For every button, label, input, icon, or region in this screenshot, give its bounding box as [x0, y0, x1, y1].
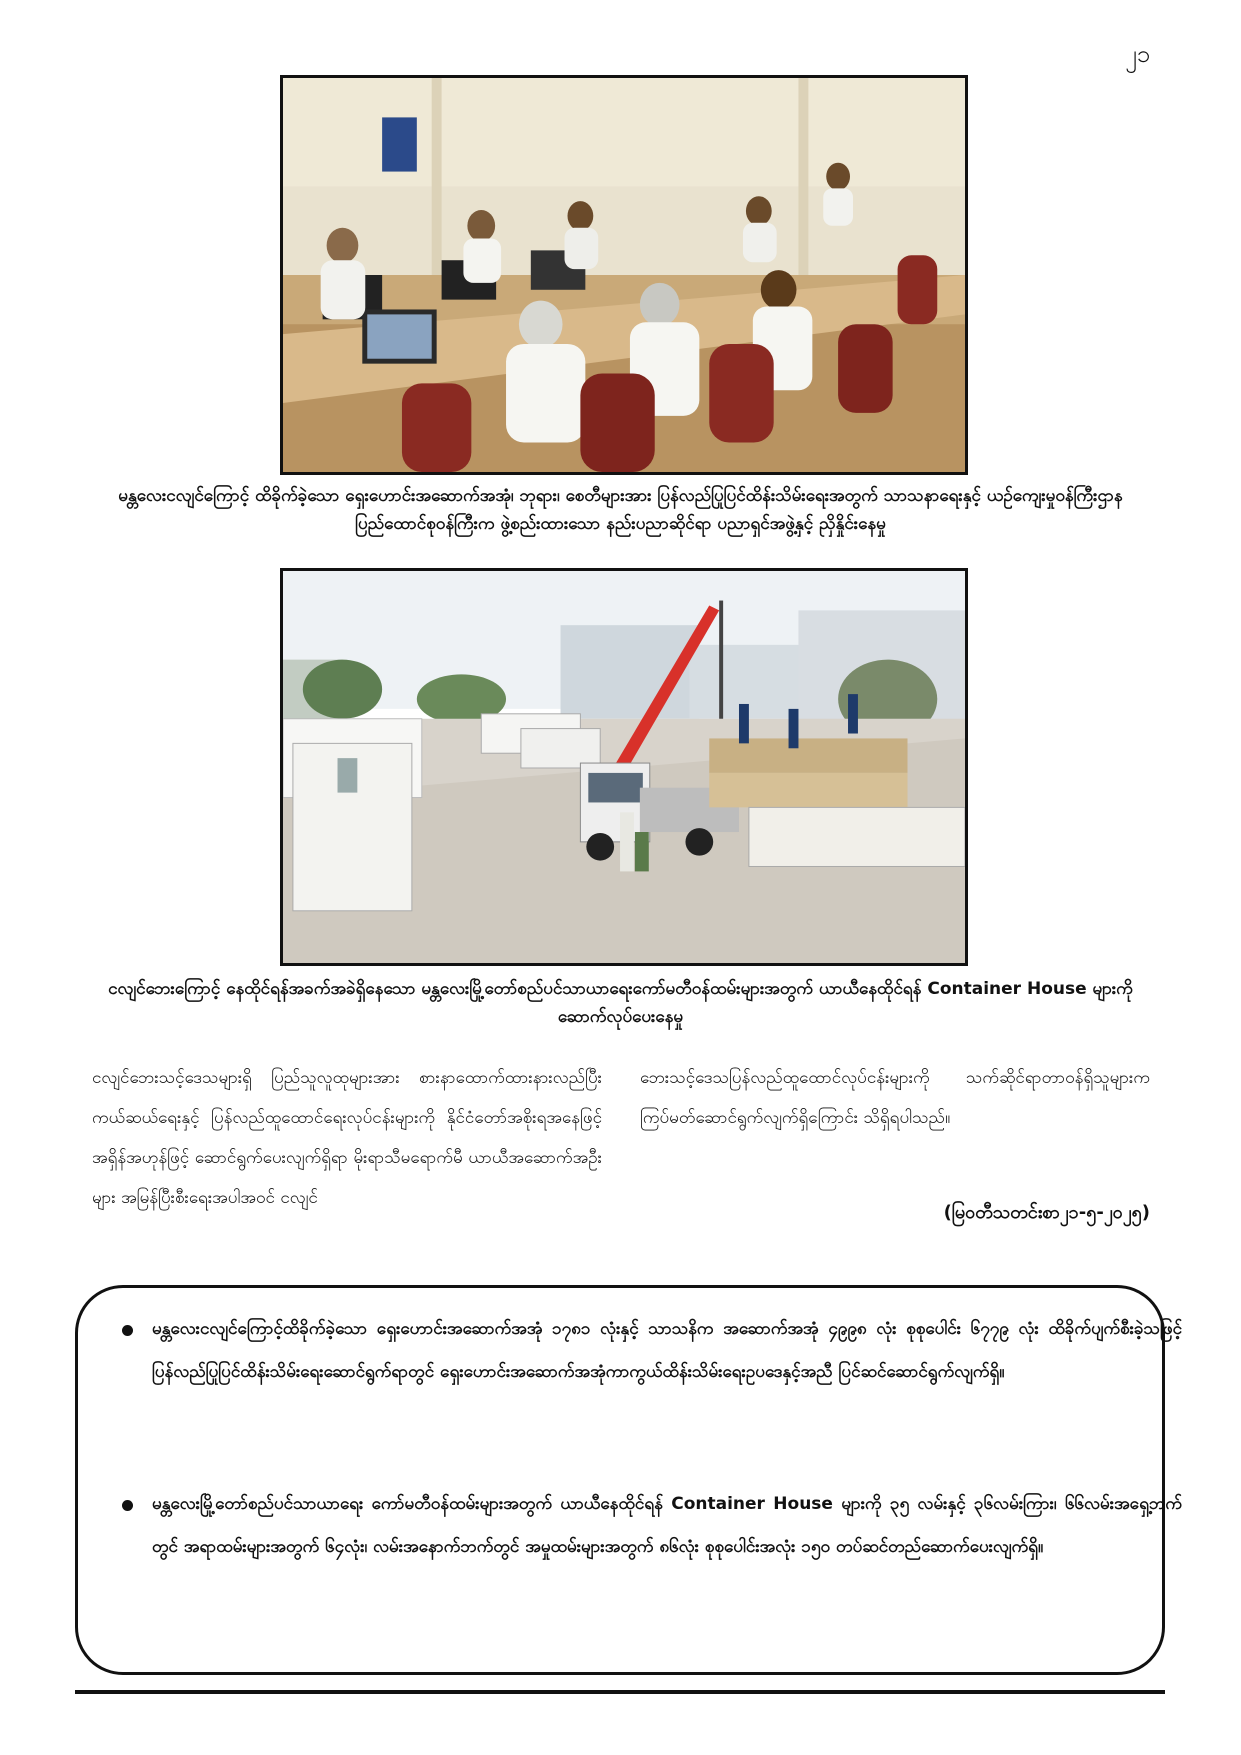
- bottom-rule: [75, 1690, 1165, 1694]
- body-text-left: ငလျင်ဘေးသင့်ဒေသများရှိ ပြည်သူလူထုများအား စားနာထောက်ထားနားလည်ပြီး ကယ်ဆယ်ရေးနှင့် ပြန်လည်ထူထောင်ရေးလုပ်ငန်းများကို နိုင်ငံတော်အစိုးရအနေဖြင့် အရှိန်အဟုန်ဖြင့် ဆောင်ရွက်ပေးလျက်ရှိရာ မိုးရာသီမရောက်မီ ယာယီအဆောက်အဦးများ အမြန်ပြီးစီးရေးအပါအဝင် ငလျင်: [92, 1068, 602, 1208]
- summary-bullet-text: မန္တလေးငလျင်ကြောင့်ထိခိုက်ခဲ့သော ရှေးဟောင်းအဆောက်အအုံ ၁၇၈၁ လုံးနှင့် သာသနိက အဆောက်အအုံ ၄၉၉၈ လုံး စုစုပေါင်း ၆၇၇၉ လုံး ထိခိုက်ပျက်စီးခဲ့သဖြင့် ပြန်လည်ပြုပြင်ထိန်းသိမ်းရေးဆောင်ရွက်ရာတွင် ရှေးဟောင်းအဆောက်အအုံကာကွယ်ထိန်းသိမ်းရေးဥပဒေနှင့်အညီ ပြင်ဆင်ဆောင်ရွက်လျက်ရှိ။: [152, 1319, 1182, 1382]
- bullet-icon: [122, 1500, 133, 1511]
- summary-bullet-text: မန္တလေးမြို့တော်စည်ပင်သာယာရေး ကော်မတီဝန်ထမ်းများအတွက် ယာယီနေထိုင်ရန် Container House များကို ၃၅ လမ်းနှင့် ၃၆လမ်းကြား၊ ၆၆လမ်းအရှေ့ဘက်တွင် အရာထမ်းများအတွက် ၆၄လုံး၊ လမ်းအနောက်ဘက်တွင် အမှုထမ်းများအတွက် ၈၆လုံး စုစုပေါင်းအလုံး ၁၅၀ တပ်ဆင်တည်ဆောက်ပေးလျက်ရှိ။: [152, 1494, 1182, 1557]
- summary-bullet: [100, 1483, 1182, 1569]
- photo-caption-meeting: မန္တလေးငလျင်ကြောင့် ထိခိုက်ခဲ့သော ရှေးဟောင်းအဆောက်အအုံ၊ ဘုရား၊ စေတီများအား ပြန်လည်ပြုပြင်ထိန်းသိမ်းရေးအတွက် သာသနာရေးနှင့် ယဉ်ကျေးမှုဝန်ကြီးဌာန ပြည်ထောင်စုဝန်ကြီးက ဖွဲ့စည်းထားသော နည်းပညာဆိုင်ရာ ပညာရှင်အဖွဲ့နှင့် ညှိနှိုင်းနေမှု: [118, 486, 1123, 534]
- meeting-illustration: [283, 78, 965, 472]
- page-number: ၂၁: [1125, 40, 1151, 68]
- meeting-photo: [280, 75, 968, 475]
- summary-bullet: [100, 1308, 1182, 1394]
- photo-caption-container-house: ငလျင်ဘေးကြောင့် နေထိုင်ရန်အခက်အခဲရှိနေသော မန္တလေးမြို့တော်စည်ပင်သာယာရေးကော်မတီဝန်ထမ်းများအတွက် ယာယီနေထိုင်ရန် Container House များကို ဆောက်လုပ်ပေးနေမှု: [108, 979, 1133, 1027]
- container-house-illustration: [283, 571, 965, 963]
- bullet-icon: [122, 1325, 133, 1336]
- body-text-right: ဘေးသင့်ဒေသပြန်လည်ထူထောင်လုပ်ငန်းများကို သက်ဆိုင်ရာတာဝန်ရှိသူများက ကြပ်မတ်ဆောင်ရွက်လျက်ရှိကြောင်း သိရှိရပါသည်။: [640, 1068, 1150, 1128]
- container-house-photo: [280, 568, 968, 966]
- news-source: (မြဝတီသတင်းစာ၂၁-၅-၂၀၂၅): [943, 1202, 1150, 1223]
- summary-box: [75, 1285, 1182, 1675]
